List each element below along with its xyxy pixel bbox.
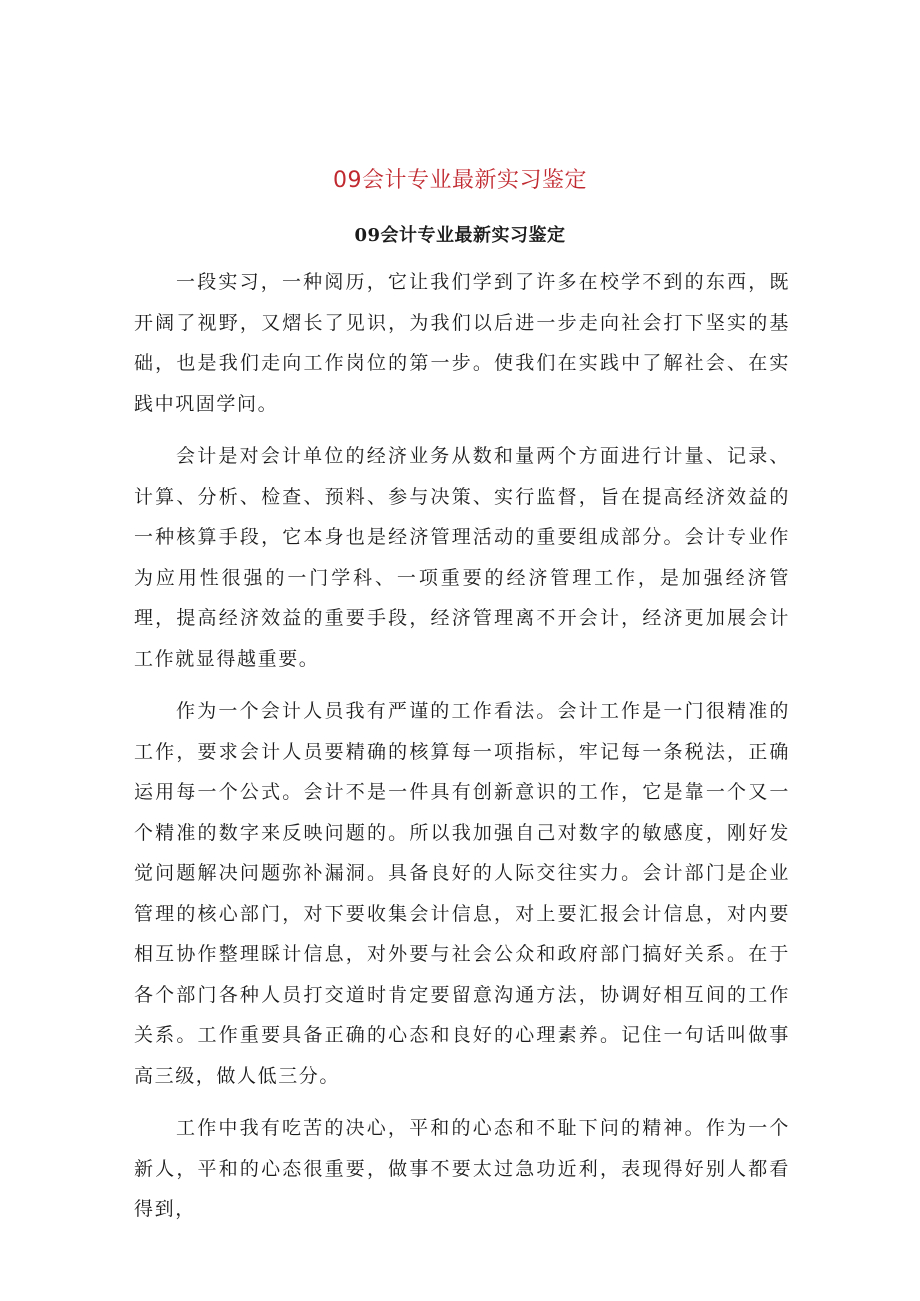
document-title: 09会计专业最新实习鉴定 — [333, 168, 587, 193]
paragraph-work-attitude: 作为一个会计人员我有严谨的工作看法。会计工作是一门很精准的工作，要求会计人员要精确的核算每一项指标，牢记每一条税法，正确运用每一个公式。会计不是一件具有创新意识的工作，它是靠一个又一个精准的数字来反映问题的。所以我加强自己对数字的敏感度，刚好发觉问题解决问题弥补漏洞。具备良好的人际交往实力。会计部门是企业管理的核心部门，对下要收集会计信息，对上要汇报会计信息，对内要相互协作整理睬计信息，对外要与社会公众和政府部门搞好关系。在于各个部门各种人员打交道时肯定要留意沟通方法，协调好相互间的工作关系。工作重要具备正确的心态和良好的心理素养。记住一句话叫做事高三级，做人低三分。 — [134, 700, 790, 1087]
paragraph-internship-intro: 一段实习，一种阅历，它让我们学到了许多在校学不到的东西，既开阔了视野，又熠长了见识，为我们以后进一步走向社会打下坚实的基础，也是我们走向工作岗位的第一步。使我们在实践中了解社会、在实践中巩固学问。 — [134, 271, 790, 415]
document-body — [134, 262, 790, 1242]
paragraph-accounting-definition: 会计是对会计单位的经济业务从数和量两个方面进行计量、记录、计算、分析、检查、预料、参与决策、实行监督，旨在提高经济效益的一种核算手段，它本身也是经济管理活动的重要组成部分。会计专业作为应用性很强的一门学科、一项重要的经济管理工作，是加强经济管理，提高经济效益的重要手段，经济管理离不开会计，经济更加展会计工作就显得越重要。 — [134, 445, 790, 670]
document-subtitle: 09会计专业最新实习鉴定 — [354, 225, 566, 246]
paragraph-hardworking: 工作中我有吃苦的决心，平和的心态和不耻下问的精神。作为一个新人，平和的心态很重要，做事不要太过急功近利，表现得好别人都看得到， — [134, 1117, 790, 1220]
